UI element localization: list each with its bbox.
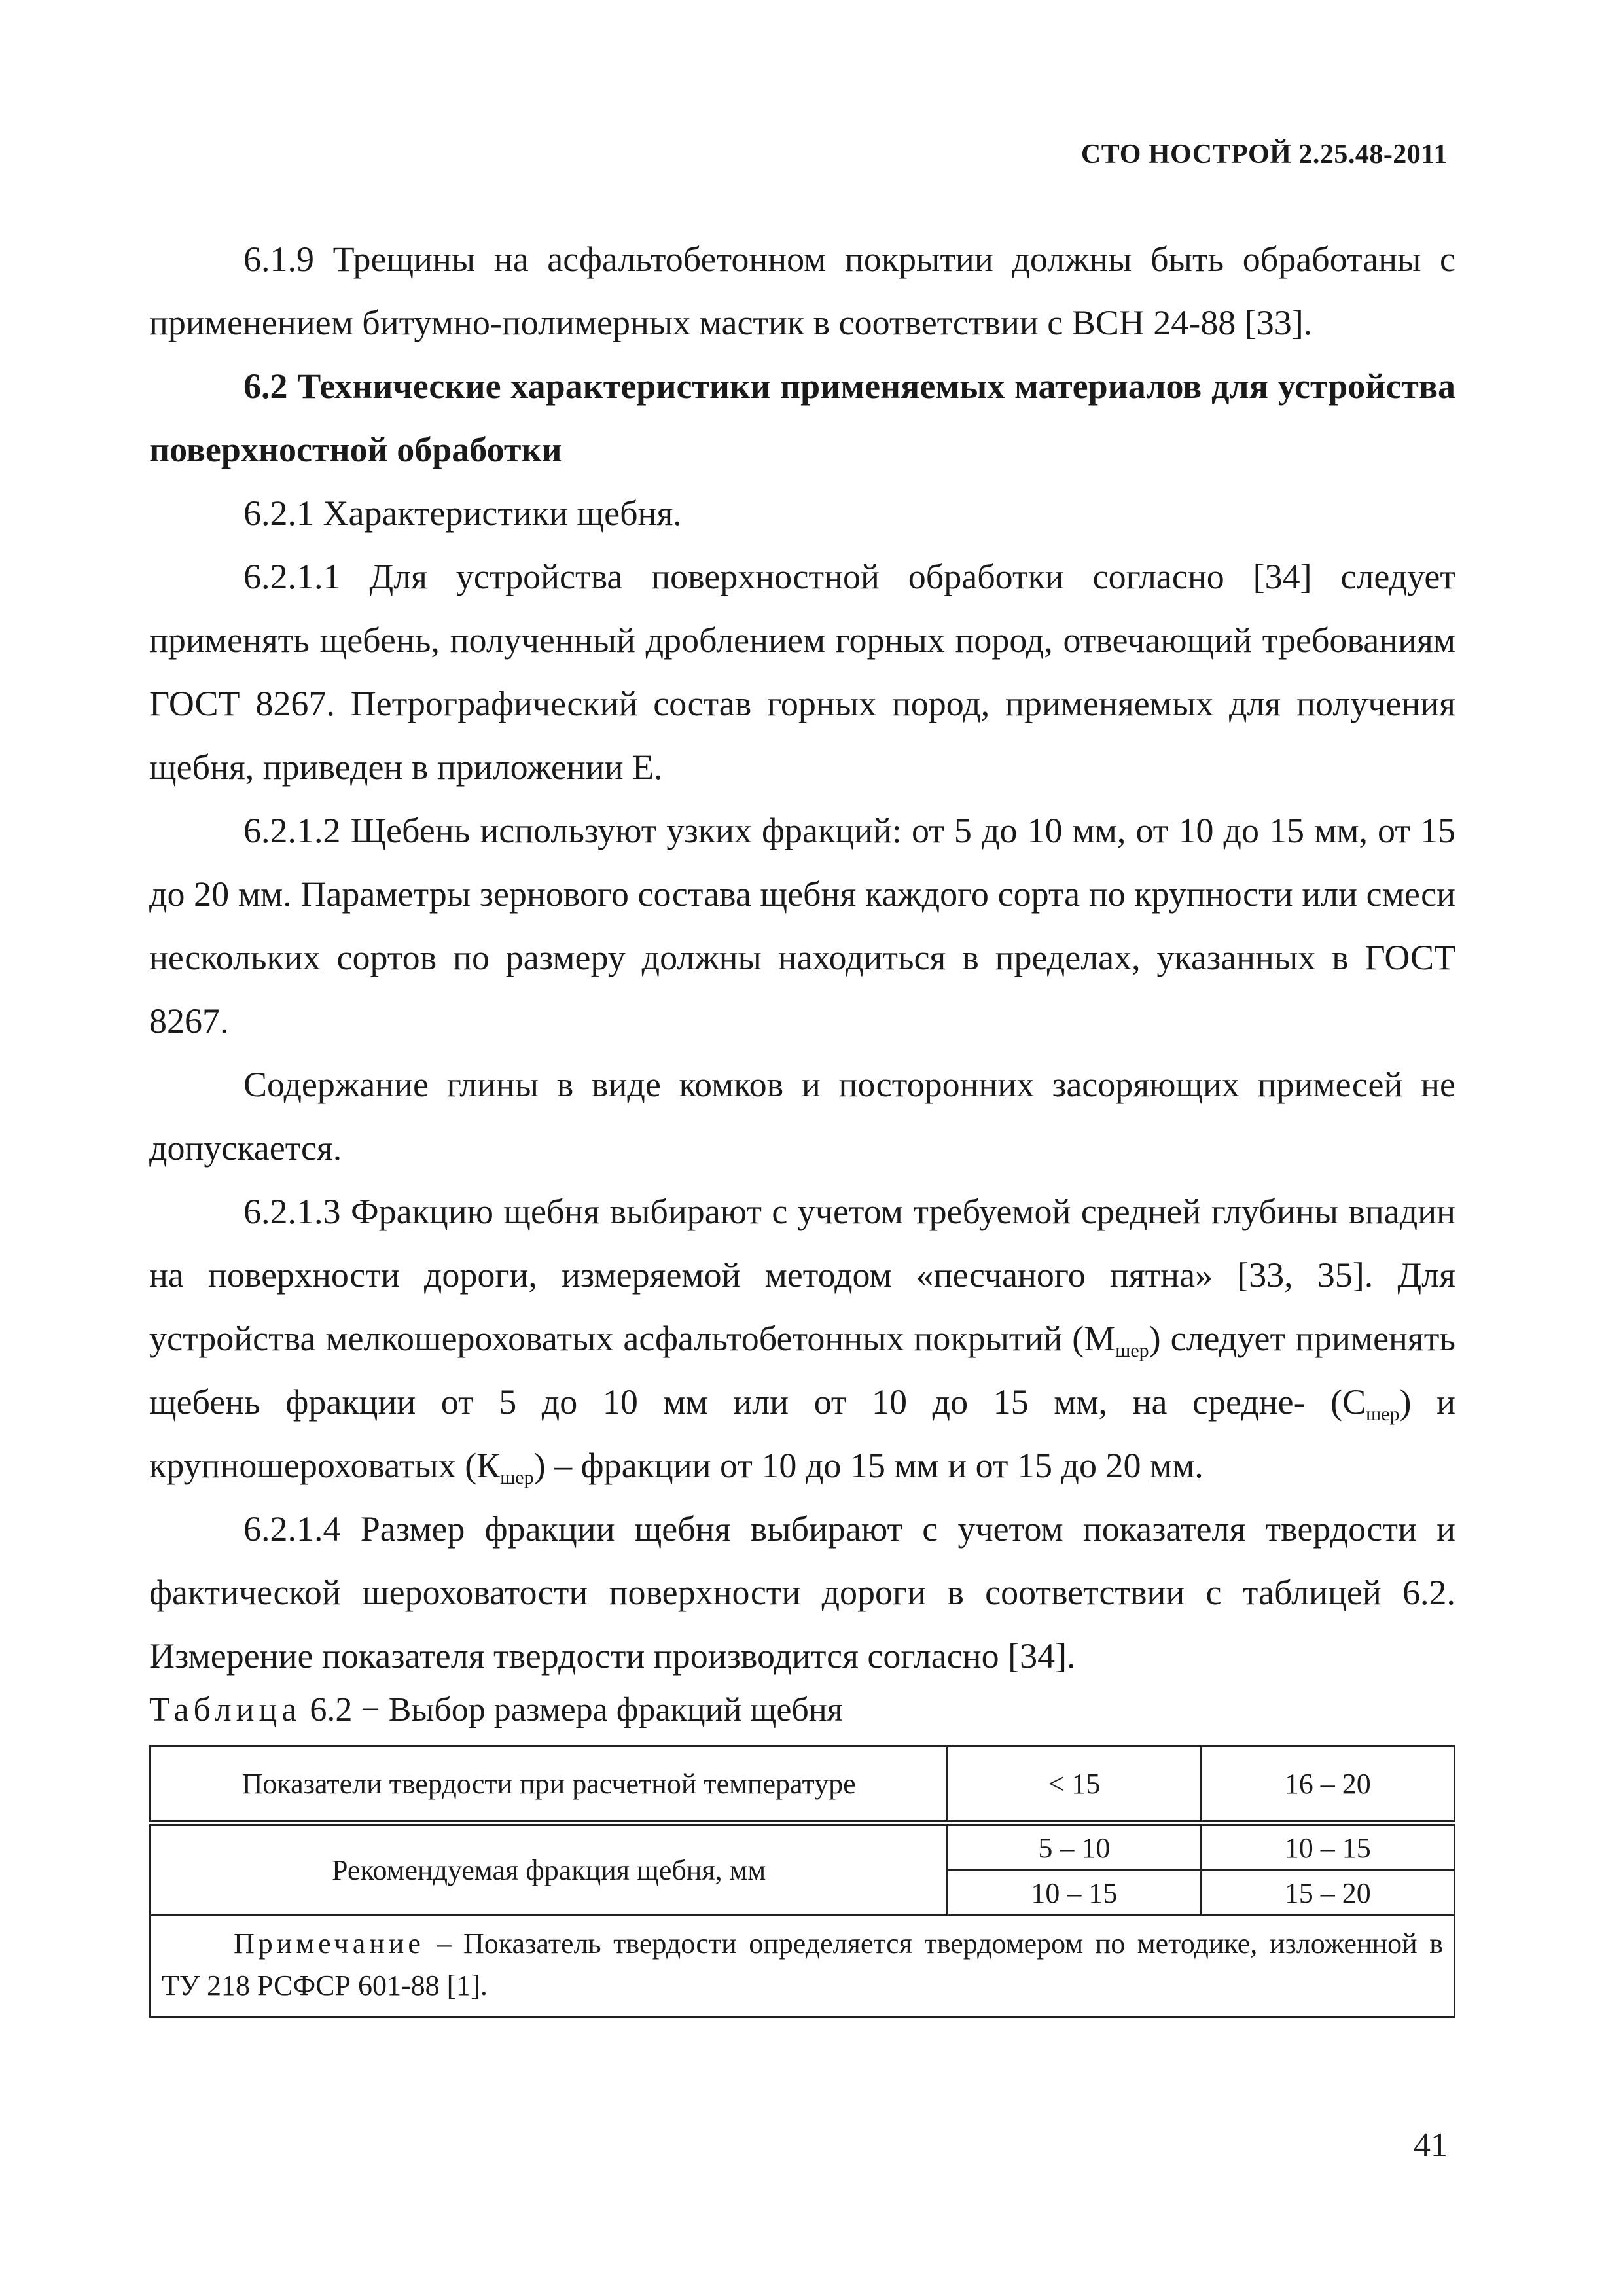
table-note-row: [151, 1916, 1455, 2017]
body-text: [149, 228, 1455, 1688]
fraction-table: [149, 1745, 1455, 2018]
subscript: шер: [500, 1467, 534, 1488]
document-header: СТО НОСТРОЙ 2.25.48-2011: [1080, 139, 1448, 170]
text-part: ) – фракции от 10 до 15 мм и от 15 до 20 мм.: [533, 1446, 1204, 1485]
paragraph-6-2-1-4: 6.2.1.4 Размер фракции щебня выбирают с учетом показателя твердости и фактической шероховатости поверхности дороги в соответствии с таблицей 6.2. Измерение показателя твердости производится согласно [34].: [149, 1509, 1455, 1676]
table-cell: 10 – 15: [948, 1871, 1201, 1916]
table-row-label: Рекомендуемая фракция щебня, мм: [151, 1823, 948, 1916]
table-cell: 15 – 20: [1201, 1871, 1454, 1916]
text-part: ) и крупношероховатых (К: [149, 1382, 1455, 1485]
section-heading-6-2: 6.2 Технические характеристики применяемых материалов для устройства поверхностной обработки: [149, 367, 1455, 469]
paragraph-clay: Содержание глины в виде комков и посторонних засоряющих примесей не допускается.: [149, 1065, 1455, 1168]
paragraph-6-1-9: 6.1.9 Трещины на асфальтобетонном покрытии должны быть обработаны с применением битумно-полимерных мастик в соответствии с ВСН 24-88 [33].: [149, 240, 1455, 342]
table-cell: 5 – 10: [948, 1823, 1201, 1871]
note-text: – Показатель твердости определяется твердомером по методике, изложенной в ТУ 218 РСФСР 601-88 [1].: [162, 1928, 1443, 2001]
table-header-row: [151, 1746, 1455, 1823]
table-header-cell: Показатели твердости при расчетной температуре: [151, 1746, 948, 1823]
table-cell: 10 – 15: [1201, 1823, 1454, 1871]
note-label: Примечание: [234, 1928, 425, 1960]
table-caption: [149, 1687, 843, 1733]
table-caption-label: Таблица: [149, 1691, 302, 1729]
paragraph-6-2-1-2: 6.2.1.2 Щебень используют узких фракций: от 5 до 10 мм, от 10 до 15 мм, от 15 до 20 мм. Параметры зернового состава щебня каждого сорта по крупности или смеси нескольких сортов по размеру должны находиться в пределах, указанных в ГОСТ 8267.: [149, 811, 1455, 1041]
table-caption-title: 6.2 − Выбор размера фракций щебня: [301, 1691, 843, 1729]
paragraph-6-2-1: 6.2.1 Характеристики щебня.: [243, 493, 682, 533]
table-note: [151, 1916, 1455, 2017]
table-header-cell: 16 – 20: [1201, 1746, 1454, 1823]
text-part: ) следует применять щебень фракции от 5 до 10 мм или от 10 до 15 мм, на средне- (С: [149, 1319, 1456, 1422]
subscript: шер: [1366, 1403, 1400, 1425]
subscript: шер: [1115, 1340, 1149, 1361]
paragraph-6-2-1-1: 6.2.1.1 Для устройства поверхностной обработки согласно [34] следует применять щебень, полученный дроблением горных пород, отвечающий требованиям ГОСТ 8267. Петрографический состав горных пород, применяемых для получения щебня, приведен в приложении Е.: [149, 557, 1455, 787]
text-part: 6.2.1.3 Фракцию щебня выбирают с учетом требуемой средней глубины впадин на поверхности дороги, измеряемой методом «песчаного пятна» [33, 35]. Для устройства мелкошероховатых асфальтобетонных покрытий (М: [149, 1192, 1455, 1358]
page-number: 41: [1414, 2126, 1448, 2164]
paragraph-6-2-1-3: [149, 1180, 1455, 1498]
table-row: [151, 1823, 1455, 1871]
table-header-cell: < 15: [948, 1746, 1201, 1823]
